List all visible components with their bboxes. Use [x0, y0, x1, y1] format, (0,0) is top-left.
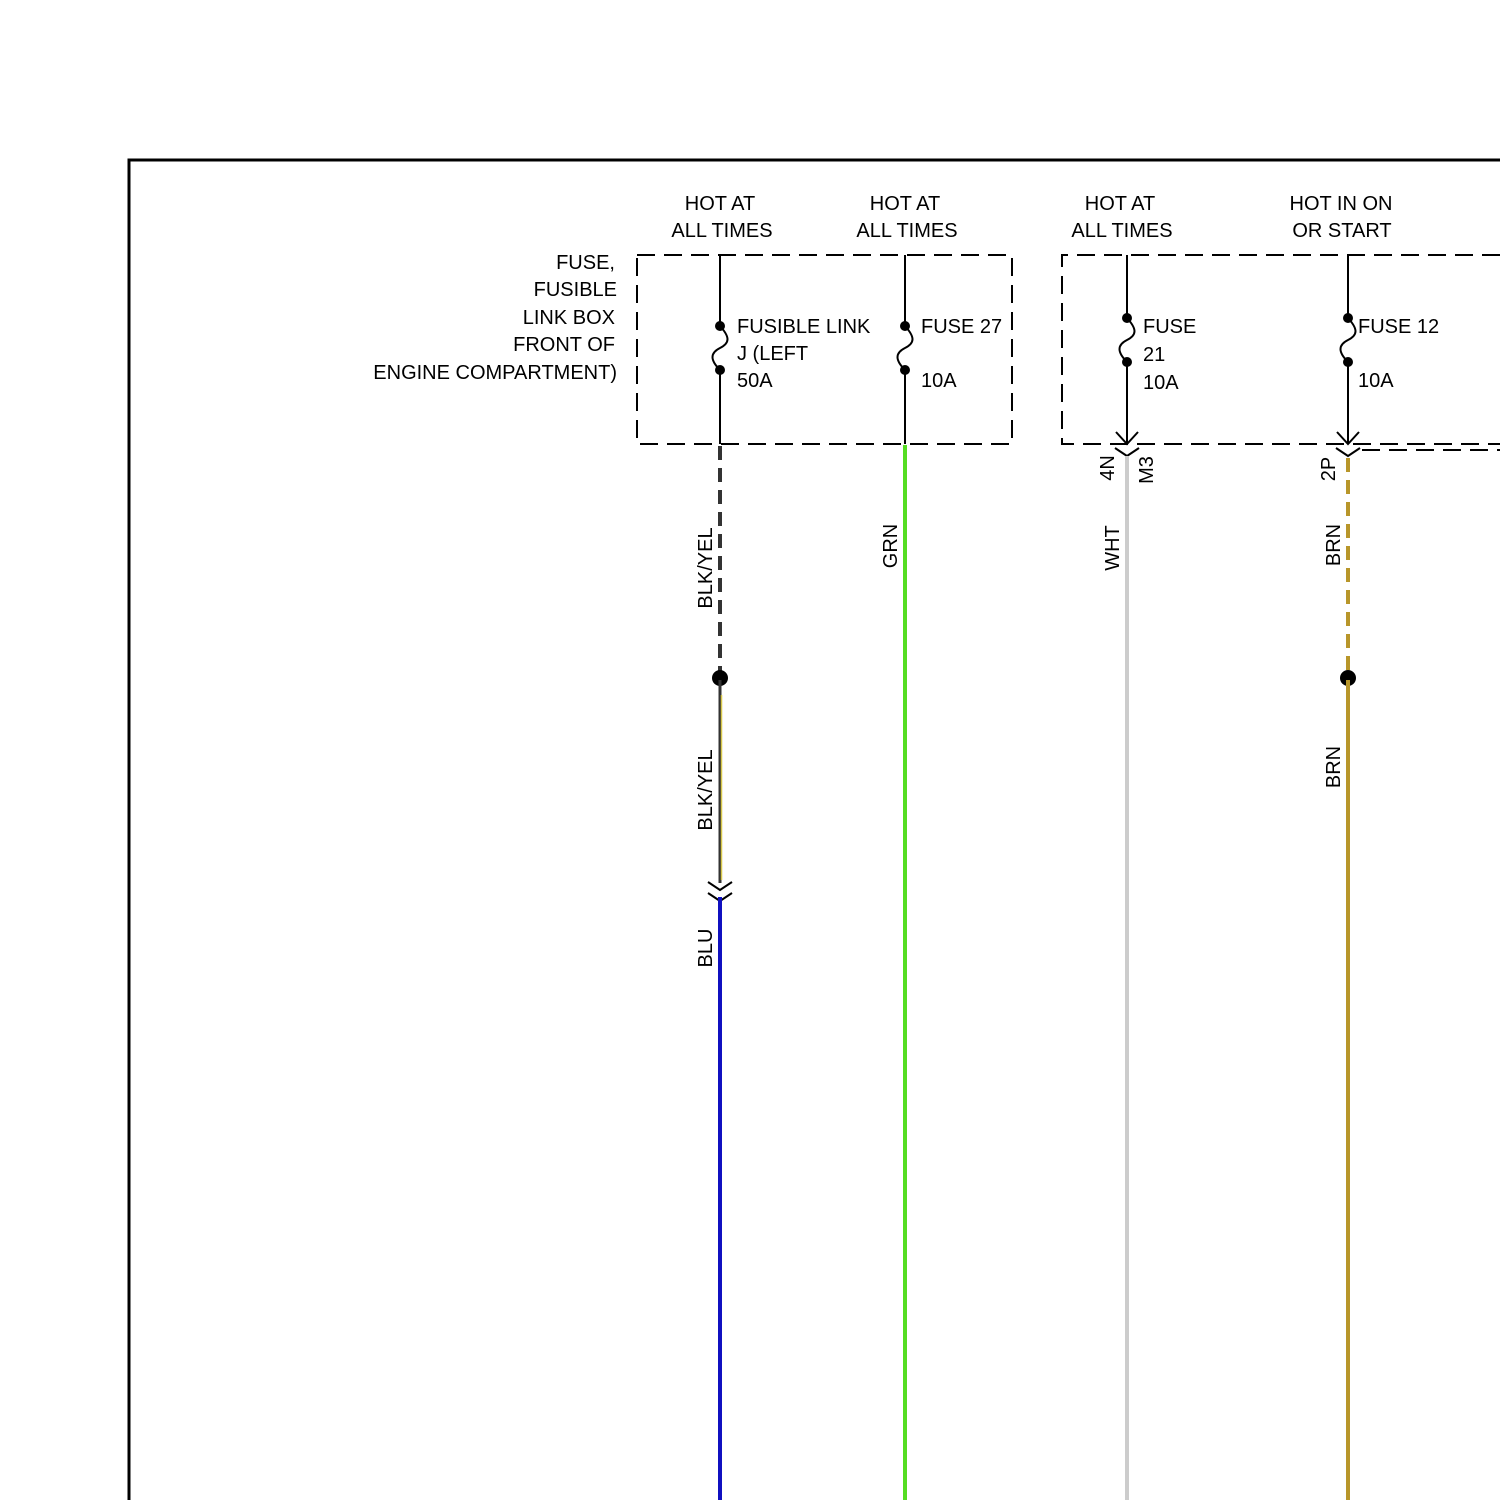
hot-label-line-1: HOT AT: [1084, 193, 1156, 215]
circuit-fuse-12: [1290, 193, 1440, 1500]
wire-label-brn-upper: BRN: [1323, 523, 1345, 567]
hot-label-line-1: HOT AT: [684, 193, 756, 215]
fuse-symbol: [1120, 318, 1135, 362]
hot-label-line-2: ALL TIMES: [671, 220, 773, 242]
wire-label-wht: WHT: [1102, 525, 1124, 571]
fuse-box-left-outline: [637, 255, 1012, 444]
wire-label-blk-yel-upper: BLK/YEL: [695, 527, 717, 609]
box-label-line-3: LINK BOX: [522, 307, 615, 329]
device-label-line-3: 50A: [737, 370, 773, 392]
wire-label-blk-yel-middle: BLK/YEL: [695, 749, 717, 831]
circuit-fusible-link-j: [671, 193, 871, 1500]
device-label-line-3: 10A: [921, 370, 957, 392]
connector-symbol: [1336, 448, 1360, 456]
diagram-frame: [129, 160, 1500, 1500]
connector-label-m3: M3: [1136, 456, 1158, 484]
device-label-line-1: FUSE 27: [921, 316, 1003, 338]
device-label-line-3: 10A: [1143, 372, 1179, 394]
device-label-line-2: 21: [1143, 344, 1166, 366]
device-label-line-1: FUSIBLE LINK: [737, 316, 871, 338]
box-label-line-1: FUSE,: [556, 252, 615, 274]
wire-label-brn-lower: BRN: [1323, 745, 1345, 789]
fuse-symbol: [1341, 318, 1356, 362]
connector-label-2p: 2P: [1318, 456, 1340, 482]
device-label-line-1: FUSE 12: [1358, 316, 1440, 338]
fuse-symbol: [898, 326, 913, 370]
hot-label-line-1: HOT IN ON: [1289, 193, 1393, 215]
device-label-line-2: J (LEFT: [737, 343, 809, 365]
wire-label-blu: BLU: [695, 928, 717, 968]
circuit-fuse-27: [856, 193, 1002, 1500]
hot-label-line-2: ALL TIMES: [1071, 220, 1173, 242]
box-label-line-4: FRONT OF: [513, 334, 615, 356]
device-label-line-1: FUSE: [1143, 316, 1197, 338]
hot-label-line-2: ALL TIMES: [856, 220, 958, 242]
circuit-fuse-21: [1071, 193, 1196, 1500]
hot-label-line-2: OR START: [1292, 220, 1392, 242]
box-label-line-5: ENGINE COMPARTMENT): [373, 362, 617, 384]
connector-label-4n: 4N: [1097, 455, 1119, 481]
wire-label-grn: GRN: [880, 523, 902, 569]
fuse-box-label: [373, 252, 617, 384]
connector-symbol: [1115, 448, 1139, 456]
hot-label-line-1: HOT AT: [869, 193, 941, 215]
device-label-line-3: 10A: [1358, 370, 1394, 392]
box-label-line-2: FUSIBLE: [533, 279, 617, 301]
fusible-link-symbol: [713, 326, 728, 370]
